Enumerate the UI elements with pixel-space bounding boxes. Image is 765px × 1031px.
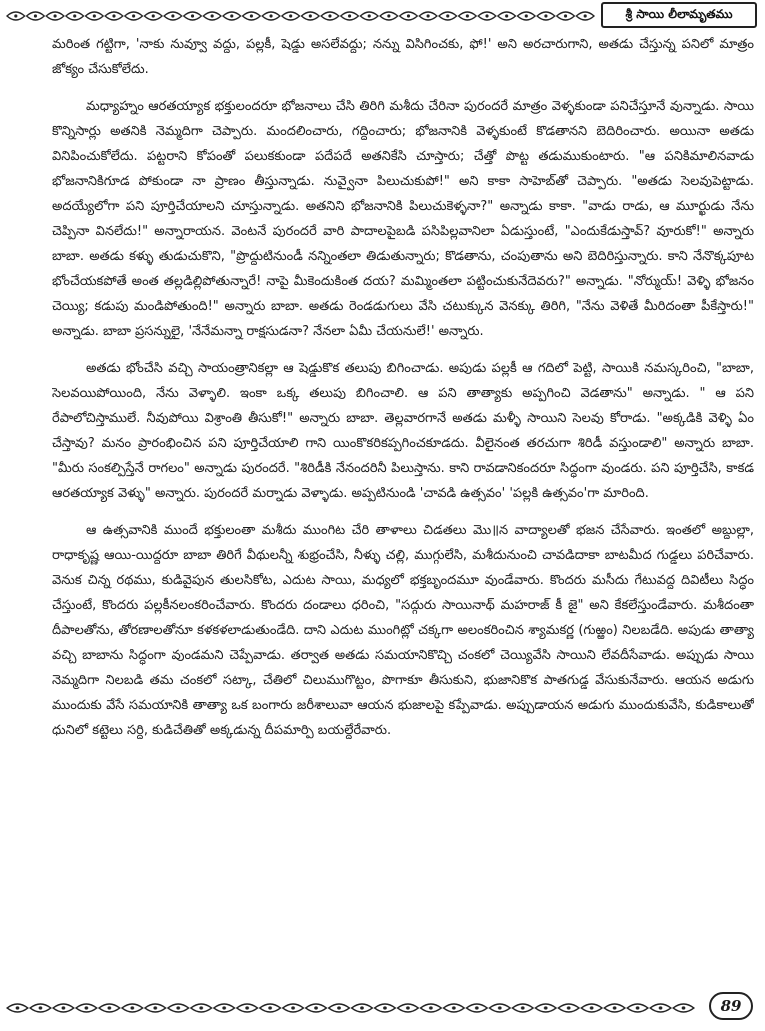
top-decorative-border (6, 8, 595, 24)
paragraph: మధ్యాహ్నం ఆరతయ్యాక భక్తులందరూ భోజనాలు చేసి తిరిగి మశీదు చేరినా పురందరే మాత్రం వెళ్ళకుండా పనిచేస్తూనే వున్నాడు. సాయి కొన్నిసార్లు అతనికి నెమ్మదిగా చెప్పారు. మందలించారు, గద్దించారు; భోజనానికి వెళ్ళకుంటే కొడతానని బెదిరించారు. అయినా అతడు వినిపించుకోలేదు. పట్టరాని కోపంతో పలుకకుండా పదేపదే అతనికేసి చూస్తారు; చేత్తో పొట్ట తడుముకుంటారు. "ఆ పనికిమాలినవాడు భోజనానికిగూడ పోకుండా నా ప్రాణం తీస్తున్నాడు. నువ్వైనా పిలుచుకుపో!" అని కాకా సాహెబ్‌తో చెప్పారు. "అతడు సెలవుపెట్టాడు. అదయ్యేలోగా పని పూర్తిచేయాలని చూస్తున్నాడు. అతనిని భోజనానికి పిలుచుకెళ్ళనా?" అన్నాడు కాకా. "వాడు రాడు, ఆ మూర్ఖుడు నేను చెప్పినా వినలేదు!" అన్నారాయన. వెంటనే పురందరే వారి పాదాలపైబడి పసిపిల్లవానిలా ఏడుస్తుంటే, "ఎందుకేడుస్తావ్? వూరుకో!" అన్నారు బాబా. అతడు కళ్ళు తుడుచుకొని, "ప్రొద్దుటినుండీ నన్నింతలా తిడుతున్నారు; కొడతాను, చంపుతాను అని బెదిరిస్తున్నారు. కాని నేనొక్కపూట భోంచేయకపోతే అంత తల్లడిల్లిపోతున్నారే! నాపై మీకెందుకింత దయ? మమ్మింతలా పట్టించుకునేదెవరు?" అన్నాడు. "నోర్ముయ్! వెళ్ళి భోజనం చెయ్యి; కడుపు మండిపోతుంది!" అన్నారు బాబా. అతడు రెండడుగులు వేసి చటుక్కున వెనక్కు తిరిగి, "నేను వెళితే మీరిదంతా పీకేస్తారు!" అన్నాడు. బాబా ప్రసన్నులై, 'నేనేమన్నా రాక్షసుడనా? నేనలా ఏమీ చేయనులే!' అన్నారు. (52, 99, 754, 339)
page-number-text: 89 (720, 997, 742, 1015)
page-body (52, 32, 754, 984)
paragraph: అతడు భోంచేసి వచ్చి సాయంత్రానికల్లా ఆ షెడ్డుకొక తలుపు బిగించాడు. అపుడు పల్లకీ ఆ గదిలో పెట్టి, సాయికి నమస్కరించి, "బాబా, సెలవయిపోయింది, నేను వెళ్ళాలి. ఇంకా ఒక్క తలుపు బిగించాలి. ఆ పని తాత్యాకు అప్పగించి వెడతాను" అన్నాడు. " ఆ పని రేపాలోచిస్తాములే. నీవుపోయి విశ్రాంతి తీసుకో!" అన్నారు బాబా. తెల్లవారగానే అతడు మళ్ళీ సాయిని సెలవు కోరాడు. "అక్కడికి వెళ్ళి ఏం చేస్తావు? మనం ప్రారంభించిన పని పూర్తిచేయాలి గాని యింకొకరికప్పగించకూడదు. వీలైనంత తరచుగా శిరిడీ వస్తుండాలి" అన్నారు బాబా. "మీరు సంకల్పిస్తేనే రాగలం" అన్నాడు పురందరే. "శిరిడీకి నేనందరినీ పిలుస్తాను. కాని రావడానికందరూ సిద్ధంగా వుండరు. పని పూర్తిచేసి, కాకడ ఆరతయ్యాక వెళ్ళు" అన్నారు. పురందరే మర్నాడు వెళ్ళాడు. అప్పటినుండి 'చావడి ఉత్సవం' 'పల్లకి ఉత్సవం'గా మారింది. (52, 361, 754, 501)
paragraph: ఆ ఉత్సవానికి ముందే భక్తులంతా మశీదు ముంగిట చేరి తాళాలు చిడతలు మొ॥న వాద్యాలతో భజన చేసేవారు. ఇంతలో అబ్దుల్లా, రాధాకృష్ణ ఆయి-యిద్దరూ బాబా తిరిగే వీథులన్నీ శుభ్రంచేసి, నీళ్ళు చల్లి, ముగ్గులేసి, మశీదునుంచి చావడిదాకా బాటమీద గుడ్డలు పరిచేవారు. వెనుక చిన్న రథము, కుడివైపున తులసికోట, ఎదుట సాయి, మధ్యలో భక్తబృందమూ వుండేవారు. కొందరు మసీదు గేటువద్ద దివిటీలు సిద్ధం చేస్తుంటే, కొందరు పల్లకీనలంకరించేవారు. కొందరు దండాలు ధరించి, "సద్గురు సాయినాథ్ మహరాజ్ కీ జై" అని కేకలేస్తుండేవారు. మశీదంతా దీపాలతోను, తోరణాలతోనూ కళకళలాడుతుండేది. దాని ఎదుట ముంగిట్లో చక్కగా అలంకరించిన శ్యామకర్ణ (గుఱ్ఱం) నిలబడేది. అపుడు తాత్యా వచ్చి బాబాను సిద్ధంగా వుండమని చెప్పేవాడు. తర్వాత అతడు సమయానికొచ్చి చంకలో చెయ్యివేసి సాయిని లేవదీసేవాడు. అప్పుడు సాయి నెమ్మదిగా నిలబడి తమ చంకలో సట్కా, చేతిలో చిలుముగొట్టం, పొగాకూ తీసుకుని, భుజానికొక పాతగుడ్డ వేసుకునేవారు. ఆయన అడుగు ముందుకు వేసే సమయానికి తాత్యా ఒక బంగారు జరీశాలువా ఆయన భుజాలపై కప్పేవాడు. అప్పుడాయన అడుగు ముందుకువేసి, కుడికాలుతో ధునిలో కట్టెలు సర్ది, కుడిచేతితో అక్కడున్న దీపమార్పి బయల్దేరేవారు. (52, 523, 754, 738)
bottom-decorative-border (6, 1000, 695, 1016)
border-pattern (6, 1000, 695, 1016)
paragraph: మరింత గట్టిగా, 'నాకు నువ్వూ వద్దు, పల్లకీ, షెడ్డు అసలేవద్దు; నన్ను విసిగించకు, ఫో!' అని అరచారుగాని, అతడు చేస్తున్న పనిలో మాత్రం జోక్యం చేసుకోలేదు. (52, 37, 754, 77)
book-title-header (601, 2, 757, 28)
page-number (709, 992, 753, 1020)
book-title: శ్రీ సాయి లీలామృతము (625, 6, 733, 21)
border-pattern (6, 8, 595, 24)
